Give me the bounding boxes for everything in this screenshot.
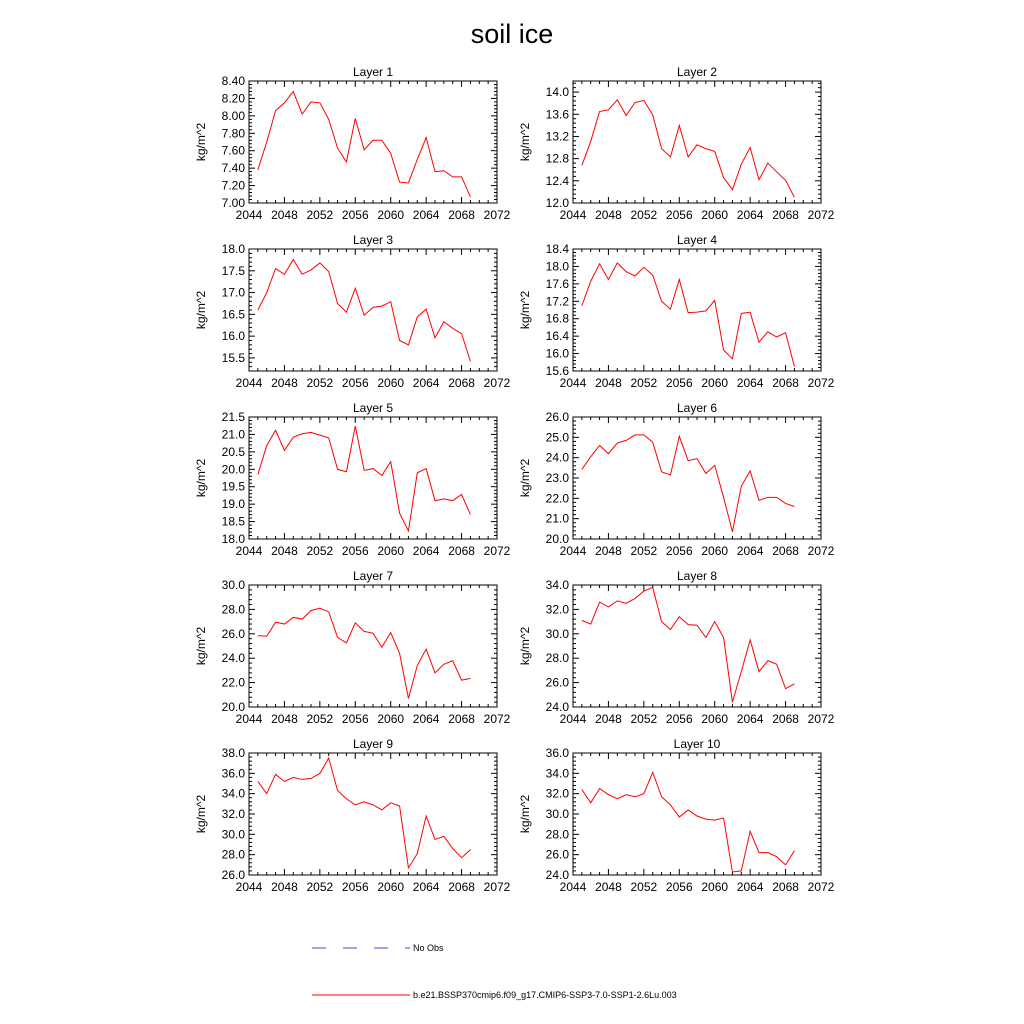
legend-label-2: b.e21.BSSP370cmip6.f09_g17.CMIP6-SSP3-7.0-SSP1-2.6Lu.003 [413, 990, 677, 1000]
layer-10-y-axis-label: kg/m^2 [518, 794, 532, 834]
layer-6-x-tick-label: 2064 [736, 544, 764, 558]
layer-5-y-tick-label: 18.0 [221, 532, 245, 546]
layer-1-y-tick-label: 7.80 [221, 126, 245, 141]
layer-9-y-tick-label: 36.0 [221, 766, 245, 781]
layer-7-title: Layer 7 [352, 569, 394, 583]
layer-8-y-tick-label: 26.0 [545, 675, 569, 690]
layer-7-x-tick-label: 2060 [377, 712, 405, 726]
layer-9-x-tick-label: 2048 [271, 880, 298, 894]
layer-1-y-axis-label: kg/m^2 [194, 122, 208, 162]
layer-6-y-axis-label: kg/m^2 [518, 458, 532, 498]
layer-5-series-line [258, 426, 471, 531]
layer-7-x-tick-label: 2052 [306, 712, 334, 726]
layer-3-x-tick-label: 2048 [271, 376, 298, 390]
layer-5-plot-frame [249, 417, 497, 539]
layer-9-series-line [258, 758, 471, 868]
layer-5-y-axis-label: kg/m^2 [194, 458, 208, 498]
layer-7-y-tick-label: 24.0 [221, 651, 245, 666]
layer-6-panel [518, 401, 835, 558]
layer-9-x-tick-label: 2060 [377, 880, 405, 894]
layer-6-y-tick-label: 26.0 [545, 410, 569, 424]
layer-3-y-axis-label: kg/m^2 [194, 290, 208, 330]
layer-2-plot-frame [573, 81, 821, 203]
layer-2-x-tick-label: 2064 [736, 208, 764, 222]
layer-10-title: Layer 10 [673, 737, 721, 751]
layer-2-y-tick-label: 12.0 [545, 196, 569, 210]
layer-2-title: Layer 2 [676, 65, 718, 79]
layer-6-series-line [582, 435, 795, 532]
layer-8-y-tick-label: 30.0 [545, 626, 569, 641]
layer-5-x-tick-label: 2044 [235, 544, 263, 558]
layer-6-title: Layer 6 [676, 401, 718, 415]
layer-1-x-tick-label: 2044 [235, 208, 263, 222]
layer-3-y-tick-label: 18.0 [221, 242, 245, 256]
layer-10-panel [518, 737, 835, 894]
layer-9-y-tick-label: 28.0 [221, 847, 245, 862]
layer-1-series-line [258, 91, 471, 196]
layer-8-y-axis-label: kg/m^2 [518, 626, 532, 666]
layer-8-x-tick-label: 2048 [595, 712, 622, 726]
layer-10-x-tick-label: 2056 [665, 880, 693, 894]
layer-6-y-tick-label: 20.0 [545, 532, 569, 546]
layer-6-x-tick-label: 2048 [595, 544, 622, 558]
layer-4-x-tick-label: 2044 [559, 376, 587, 390]
layer-8-x-tick-label: 2044 [559, 712, 587, 726]
layer-8-title: Layer 8 [676, 569, 718, 583]
layer-4-y-tick-label: 17.2 [545, 294, 569, 309]
layer-6-y-tick-label: 22.0 [545, 491, 569, 506]
layer-6-y-tick-label: 21.0 [545, 511, 569, 526]
layer-7-y-tick-label: 28.0 [221, 602, 245, 617]
layer-3-title: Layer 3 [352, 233, 394, 247]
layer-4-x-tick-label: 2060 [701, 376, 729, 390]
layer-1-x-tick-label: 2064 [412, 208, 440, 222]
layer-1-panel [194, 65, 511, 222]
layer-5-x-tick-label: 2068 [448, 544, 475, 558]
layer-1-y-tick-label: 7.60 [221, 143, 245, 158]
layer-4-y-tick-label: 18.0 [545, 259, 569, 274]
layer-10-y-tick-label: 34.0 [545, 766, 569, 781]
layer-7-x-tick-label: 2056 [341, 712, 369, 726]
layer-4-y-tick-label: 16.0 [545, 346, 569, 361]
layer-8-series-line [582, 587, 795, 702]
layer-1-y-tick-label: 8.40 [221, 74, 245, 88]
layer-9-plot-frame [249, 753, 497, 875]
layer-3-x-tick-label: 2068 [448, 376, 475, 390]
layer-3-x-tick-label: 2060 [377, 376, 405, 390]
layer-4-x-tick-label: 2052 [630, 376, 658, 390]
layer-7-x-tick-label: 2068 [448, 712, 475, 726]
layer-6-x-tick-label: 2056 [665, 544, 693, 558]
layer-7-y-tick-label: 22.0 [221, 675, 245, 690]
layer-10-y-tick-label: 26.0 [545, 847, 569, 862]
layer-9-y-tick-label: 30.0 [221, 827, 245, 842]
layer-8-panel [518, 569, 835, 726]
layer-2-y-axis-label: kg/m^2 [518, 122, 532, 162]
layer-5-x-tick-label: 2048 [271, 544, 298, 558]
layer-7-x-tick-label: 2044 [235, 712, 263, 726]
layer-1-x-tick-label: 2056 [341, 208, 369, 222]
layer-2-y-tick-label: 13.6 [545, 107, 569, 122]
layer-1-y-tick-label: 7.20 [221, 178, 245, 193]
layer-5-y-tick-label: 21.0 [221, 427, 245, 442]
layer-5-x-tick-label: 2052 [306, 544, 334, 558]
layer-5-panel [194, 401, 511, 558]
layer-1-x-tick-label: 2072 [483, 208, 511, 222]
layer-6-x-tick-label: 2052 [630, 544, 658, 558]
layer-10-y-tick-label: 28.0 [545, 827, 569, 842]
layer-4-y-tick-label: 18.4 [545, 242, 569, 256]
layer-3-y-tick-label: 17.5 [221, 263, 245, 278]
layer-7-x-tick-label: 2072 [483, 712, 511, 726]
layer-2-x-tick-label: 2048 [595, 208, 622, 222]
layer-3-x-tick-label: 2052 [306, 376, 334, 390]
layer-10-x-tick-label: 2064 [736, 880, 764, 894]
layer-3-x-tick-label: 2064 [412, 376, 440, 390]
layer-1-y-tick-label: 8.00 [221, 108, 245, 123]
layer-6-y-tick-label: 25.0 [545, 430, 569, 445]
layer-5-y-tick-label: 21.5 [221, 410, 245, 424]
layer-10-x-tick-label: 2072 [807, 880, 835, 894]
layer-3-y-tick-label: 16.5 [221, 307, 245, 322]
layer-4-panel [518, 233, 835, 390]
layer-5-y-tick-label: 18.5 [221, 514, 245, 529]
layer-2-y-tick-label: 14.0 [545, 85, 569, 100]
layer-4-y-axis-label: kg/m^2 [518, 290, 532, 330]
layer-10-x-tick-label: 2068 [772, 880, 799, 894]
layer-4-x-tick-label: 2064 [736, 376, 764, 390]
layer-2-x-tick-label: 2052 [630, 208, 658, 222]
layer-6-y-tick-label: 23.0 [545, 471, 569, 485]
layer-2-x-tick-label: 2044 [559, 208, 587, 222]
layer-7-y-axis-label: kg/m^2 [194, 626, 208, 666]
layer-3-y-tick-label: 15.5 [221, 350, 245, 365]
layer-8-y-tick-label: 32.0 [545, 602, 569, 617]
layer-2-x-tick-label: 2072 [807, 208, 835, 222]
layer-10-x-tick-label: 2052 [630, 880, 658, 894]
layer-10-x-tick-label: 2060 [701, 880, 729, 894]
layer-8-x-tick-label: 2052 [630, 712, 658, 726]
layer-1-plot-frame [249, 81, 497, 203]
layer-9-y-tick-label: 38.0 [221, 746, 245, 760]
layer-9-title: Layer 9 [352, 737, 394, 751]
layer-8-plot-frame [573, 585, 821, 707]
layer-9-y-tick-label: 34.0 [221, 786, 245, 801]
layer-1-y-tick-label: 7.40 [221, 161, 245, 176]
layer-10-plot-frame [573, 753, 821, 875]
layer-2-x-tick-label: 2056 [665, 208, 693, 222]
layer-1-y-tick-label: 8.20 [221, 91, 245, 106]
layer-1-x-tick-label: 2060 [377, 208, 405, 222]
layer-3-plot-frame [249, 249, 497, 371]
layer-8-x-tick-label: 2064 [736, 712, 764, 726]
layer-4-y-tick-label: 15.6 [545, 364, 569, 378]
layer-6-x-tick-label: 2060 [701, 544, 729, 558]
legend-label-1: No Obs [413, 943, 444, 953]
layer-4-x-tick-label: 2068 [772, 376, 799, 390]
layer-2-series-line [582, 100, 795, 198]
layer-4-x-tick-label: 2072 [807, 376, 835, 390]
layer-9-panel [194, 737, 511, 894]
layer-2-y-tick-label: 12.4 [545, 173, 569, 188]
layer-9-y-tick-label: 26.0 [221, 868, 245, 882]
layer-9-y-tick-label: 32.0 [221, 807, 245, 821]
layer-10-y-tick-label: 24.0 [545, 868, 569, 882]
layer-7-x-tick-label: 2064 [412, 712, 440, 726]
layer-9-x-tick-label: 2044 [235, 880, 263, 894]
layer-6-y-tick-label: 24.0 [545, 450, 569, 465]
figure-title: soil ice [470, 19, 554, 49]
layer-3-panel [194, 233, 511, 390]
layer-9-x-tick-label: 2052 [306, 880, 334, 894]
layer-7-y-tick-label: 20.0 [221, 700, 245, 714]
layer-5-y-tick-label: 19.0 [221, 497, 245, 512]
layer-10-x-tick-label: 2048 [595, 880, 622, 894]
layer-2-y-tick-label: 12.8 [545, 151, 569, 166]
layer-9-x-tick-label: 2056 [341, 880, 369, 894]
layer-1-title: Layer 1 [352, 65, 394, 79]
layer-7-x-tick-label: 2048 [271, 712, 298, 726]
layer-9-x-tick-label: 2068 [448, 880, 475, 894]
layer-1-x-tick-label: 2068 [448, 208, 475, 222]
layer-6-x-tick-label: 2044 [559, 544, 587, 558]
layer-3-y-tick-label: 17.0 [221, 285, 245, 300]
layer-8-y-tick-label: 24.0 [545, 700, 569, 714]
layer-2-y-tick-label: 13.2 [545, 129, 569, 144]
layer-9-x-tick-label: 2072 [483, 880, 511, 894]
layer-2-x-tick-label: 2068 [772, 208, 799, 222]
layer-4-y-tick-label: 16.8 [545, 311, 569, 326]
layer-4-plot-frame [573, 249, 821, 371]
layer-2-x-tick-label: 2060 [701, 208, 729, 222]
layer-5-x-tick-label: 2060 [377, 544, 405, 558]
layer-4-series-line [582, 263, 795, 367]
layer-8-x-tick-label: 2056 [665, 712, 693, 726]
layer-7-panel [194, 569, 511, 726]
layer-10-series-line [582, 772, 795, 872]
panels-container [194, 65, 835, 894]
layer-2-panel [518, 65, 835, 222]
layer-7-y-tick-label: 30.0 [221, 578, 245, 592]
layer-8-x-tick-label: 2068 [772, 712, 799, 726]
layer-5-y-tick-label: 19.5 [221, 479, 245, 494]
layer-5-y-tick-label: 20.5 [221, 444, 245, 459]
layer-4-title: Layer 4 [676, 233, 718, 247]
layer-8-x-tick-label: 2060 [701, 712, 729, 726]
layer-8-x-tick-label: 2072 [807, 712, 835, 726]
layer-5-x-tick-label: 2072 [483, 544, 511, 558]
layer-10-y-tick-label: 30.0 [545, 807, 569, 821]
layer-7-series-line [258, 608, 471, 698]
layer-9-x-tick-label: 2064 [412, 880, 440, 894]
layer-3-series-line [258, 259, 471, 361]
layer-3-y-tick-label: 16.0 [221, 329, 245, 344]
layer-1-x-tick-label: 2048 [271, 208, 298, 222]
layer-1-x-tick-label: 2052 [306, 208, 334, 222]
layer-10-y-tick-label: 32.0 [545, 786, 569, 801]
layer-5-x-tick-label: 2064 [412, 544, 440, 558]
layer-10-x-tick-label: 2044 [559, 880, 587, 894]
layer-8-y-tick-label: 34.0 [545, 578, 569, 592]
layer-3-x-tick-label: 2072 [483, 376, 511, 390]
layer-5-y-tick-label: 20.0 [221, 462, 245, 477]
layer-7-plot-frame [249, 585, 497, 707]
layer-9-y-axis-label: kg/m^2 [194, 794, 208, 834]
layer-8-y-tick-label: 28.0 [545, 651, 569, 666]
layer-7-y-tick-label: 26.0 [221, 626, 245, 641]
layer-6-x-tick-label: 2068 [772, 544, 799, 558]
layer-10-y-tick-label: 36.0 [545, 746, 569, 760]
layer-4-y-tick-label: 16.4 [545, 329, 569, 344]
layer-4-x-tick-label: 2056 [665, 376, 693, 390]
layer-3-x-tick-label: 2044 [235, 376, 263, 390]
layer-6-plot-frame [573, 417, 821, 539]
legend [312, 943, 677, 1000]
layer-6-x-tick-label: 2072 [807, 544, 835, 558]
layer-5-x-tick-label: 2056 [341, 544, 369, 558]
layer-4-x-tick-label: 2048 [595, 376, 622, 390]
layer-1-y-tick-label: 7.00 [221, 196, 245, 210]
layer-4-y-tick-label: 17.6 [545, 276, 569, 291]
layer-3-x-tick-label: 2056 [341, 376, 369, 390]
layer-5-title: Layer 5 [352, 401, 394, 415]
